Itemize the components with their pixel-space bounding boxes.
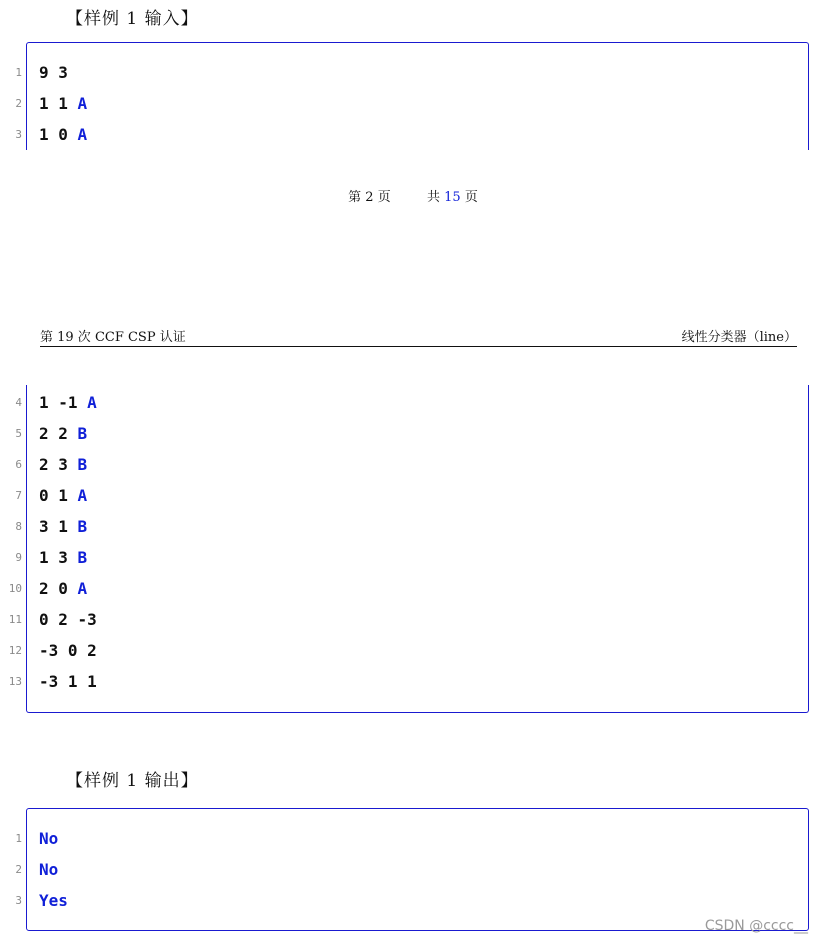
code-block-output [15,808,809,931]
line-number: 1 [15,832,22,845]
page-footer [0,186,826,205]
code-lines [8,387,808,697]
watermark: CSDN @cccc__ [704,918,808,934]
code-line [15,119,808,150]
sample-input-heading: 【样例 1 输入】 [66,9,199,29]
code-keyword-token: B [77,455,88,474]
code-text [39,823,58,854]
code-keyword-token: A [77,94,88,113]
page-total: 15 [444,190,461,205]
line-number: 11 [8,613,22,626]
code-token: 0 2 -3 [39,610,97,629]
code-text [39,88,87,119]
line-number: 3 [15,894,22,907]
code-line [8,573,808,604]
code-line [15,480,808,511]
code-line [8,635,808,666]
code-text [39,573,87,604]
code-text [39,542,87,573]
code-token: 9 3 [39,63,68,82]
code-keyword-token: A [77,125,88,144]
code-token: 1 3 [39,548,78,567]
code-text [39,854,58,885]
total-unit: 页 [464,190,478,205]
code-text [39,57,68,88]
code-token: 3 1 [39,517,78,536]
code-line [8,666,808,697]
line-number: 12 [8,644,22,657]
code-keyword-token: A [77,579,88,598]
line-number: 4 [15,396,22,409]
code-token: 2 2 [39,424,78,443]
code-line [15,387,808,418]
code-keyword-token: Yes [39,891,68,910]
code-text [39,666,97,697]
page-unit: 页 [377,190,391,205]
line-number: 6 [15,458,22,471]
line-number: 7 [15,489,22,502]
code-keyword-token: A [77,486,88,505]
code-keyword-token: A [87,393,97,412]
running-header-right: 线性分类器（line） [681,330,797,345]
code-keyword-token: B [77,517,88,536]
line-number: 3 [15,128,22,141]
code-token: 2 3 [39,455,78,474]
code-keyword-token: No [39,829,59,848]
page-prefix: 第 [348,190,362,205]
line-number: 1 [15,66,22,79]
page-current: 2 [365,190,374,205]
code-keyword-token: No [39,860,59,879]
code-line [8,604,808,635]
code-lines [15,823,808,916]
code-token: 1 -1 [39,393,88,412]
running-header [40,326,797,347]
code-lines [15,57,808,150]
code-line [15,449,808,480]
line-number: 8 [15,520,22,533]
line-number: 2 [15,863,22,876]
code-line [15,88,808,119]
sample-output-heading: 【样例 1 输出】 [66,771,199,791]
code-token: 0 1 [39,486,78,505]
code-block-input-part1 [15,42,809,150]
code-line [15,511,808,542]
running-header-left: 第 19 次 CCF CSP 认证 [40,330,186,345]
line-number: 10 [8,582,22,595]
code-token: -3 0 2 [39,641,97,660]
code-text [39,418,87,449]
code-token: 1 0 [39,125,78,144]
code-line [15,542,808,573]
line-number: 5 [15,427,22,440]
code-keyword-token: B [77,548,88,567]
code-text [39,480,87,511]
code-token: -3 1 1 [39,672,97,691]
code-line [15,823,808,854]
code-text [39,511,87,542]
line-number: 9 [15,551,22,564]
code-line [15,418,808,449]
code-token: 1 1 [39,94,78,113]
code-text [39,387,97,418]
code-text [39,885,68,916]
code-text [39,604,97,635]
code-keyword-token: B [77,424,88,443]
code-text [39,635,97,666]
code-line [15,57,808,88]
code-line [15,885,808,916]
code-token: 2 0 [39,579,78,598]
code-text [39,449,87,480]
code-block-input-part2 [8,385,809,713]
total-prefix: 共 [427,190,441,205]
line-number: 2 [15,97,22,110]
code-text [39,119,87,150]
line-number: 13 [8,675,22,688]
code-line [15,854,808,885]
